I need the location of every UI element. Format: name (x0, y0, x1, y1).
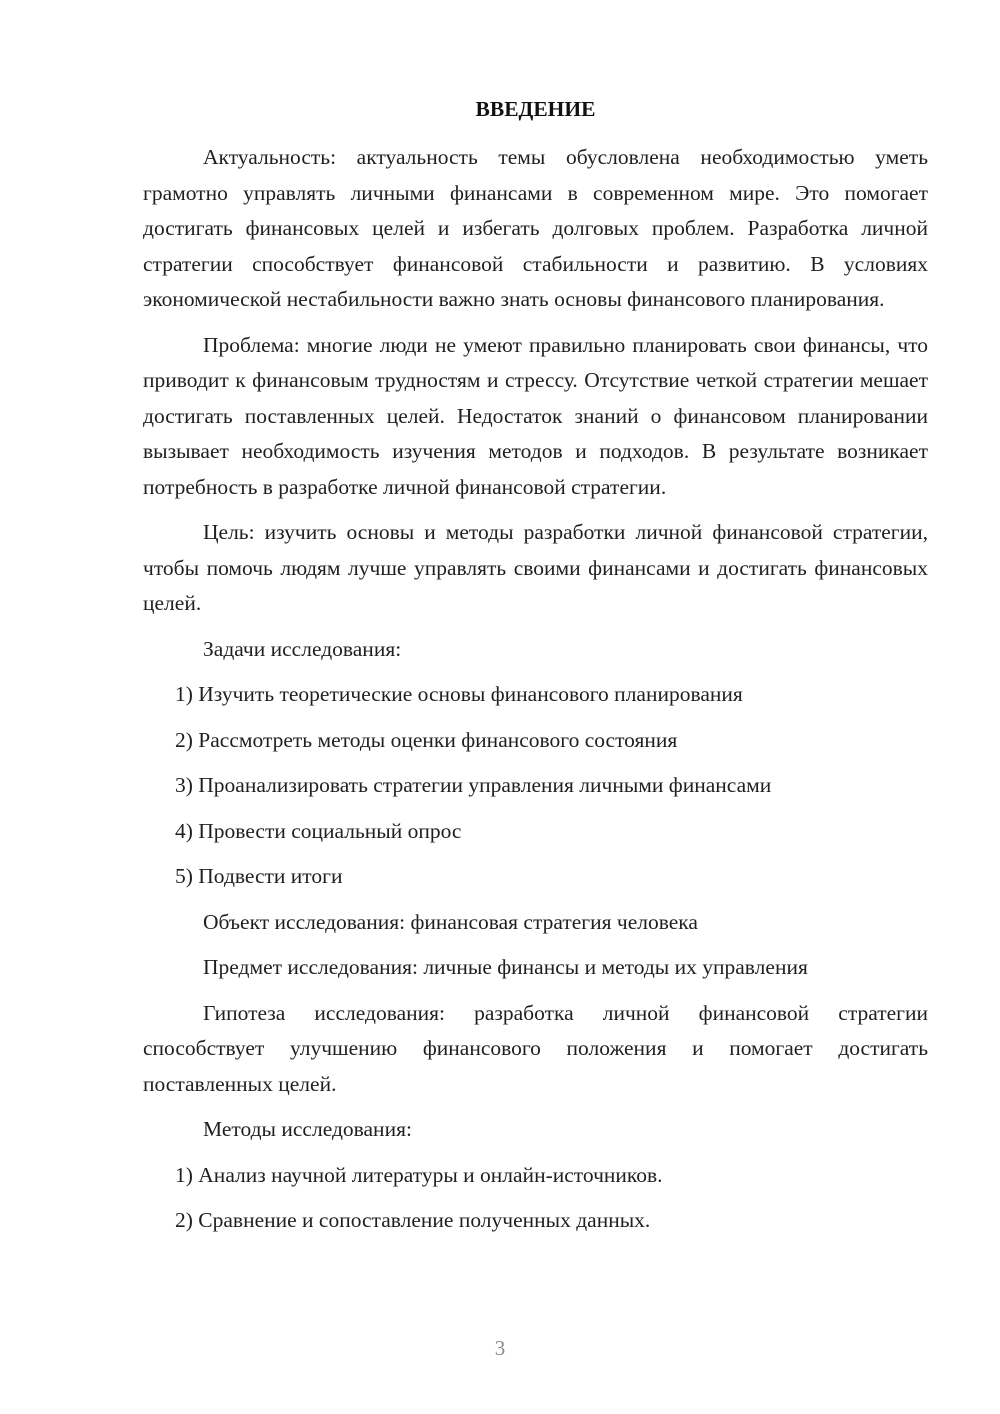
tasks-heading: Задачи исследования: (203, 636, 402, 661)
task-item: 1) Изучить теоретические основы финансового планирования (175, 682, 743, 706)
problem-paragraph: Проблема: многие люди не умеют правильно планировать свои финансы, что приводит к финансовым трудностям и стрессу. Отсутствие четкой стратегии мешает достигать поставленных целей. Недостаток знаний о финансовом планировании вызывает необходимость изучения методов и подходов. В результате возникает потребность в разработке личной финансовой стратегии. (143, 332, 928, 499)
task-item: 2) Рассмотреть методы оценки финансового состояния (175, 727, 678, 752)
research-object: Объект исследования: финансовая стратегия человека (203, 909, 698, 934)
page-content (143, 92, 928, 1249)
task-item: 5) Подвести итоги (175, 864, 343, 888)
method-item: 2) Сравнение и сопоставление полученных данных. (175, 1208, 651, 1232)
goal-paragraph: Цель: изучить основы и методы разработки личной финансовой стратегии, чтобы помочь людям лучше управлять своими финансами и достигать финансовых целей. (143, 520, 928, 615)
relevance-paragraph: Актуальность: актуальность темы обусловлена необходимостью уметь грамотно управлять личными финансами в современном мире. Это помогает достигать финансовых целей и избегать долговых проблем. Разработка личной стратегии способствует финансовой стабильности и развитию. В условиях экономической нестабильности важно знать основы финансового планирования. (143, 145, 928, 311)
method-item: 1) Анализ научной литературы и онлайн-источников. (175, 1162, 663, 1187)
research-subject: Предмет исследования: личные финансы и методы их управления (203, 955, 808, 979)
section-title: ВВЕДЕНИЕ (475, 97, 596, 121)
page-number: 3 (494, 1336, 506, 1360)
hypothesis-paragraph: Гипотеза исследования: разработка личной финансовой стратегии способствует улучшению финансового положения и помогает достигать поставленных целей. (143, 1000, 928, 1096)
methods-heading: Методы исследования: (203, 1117, 412, 1141)
task-item: 3) Проанализировать стратегии управления личными финансами (175, 773, 772, 797)
task-item: 4) Провести социальный опрос (175, 818, 462, 843)
